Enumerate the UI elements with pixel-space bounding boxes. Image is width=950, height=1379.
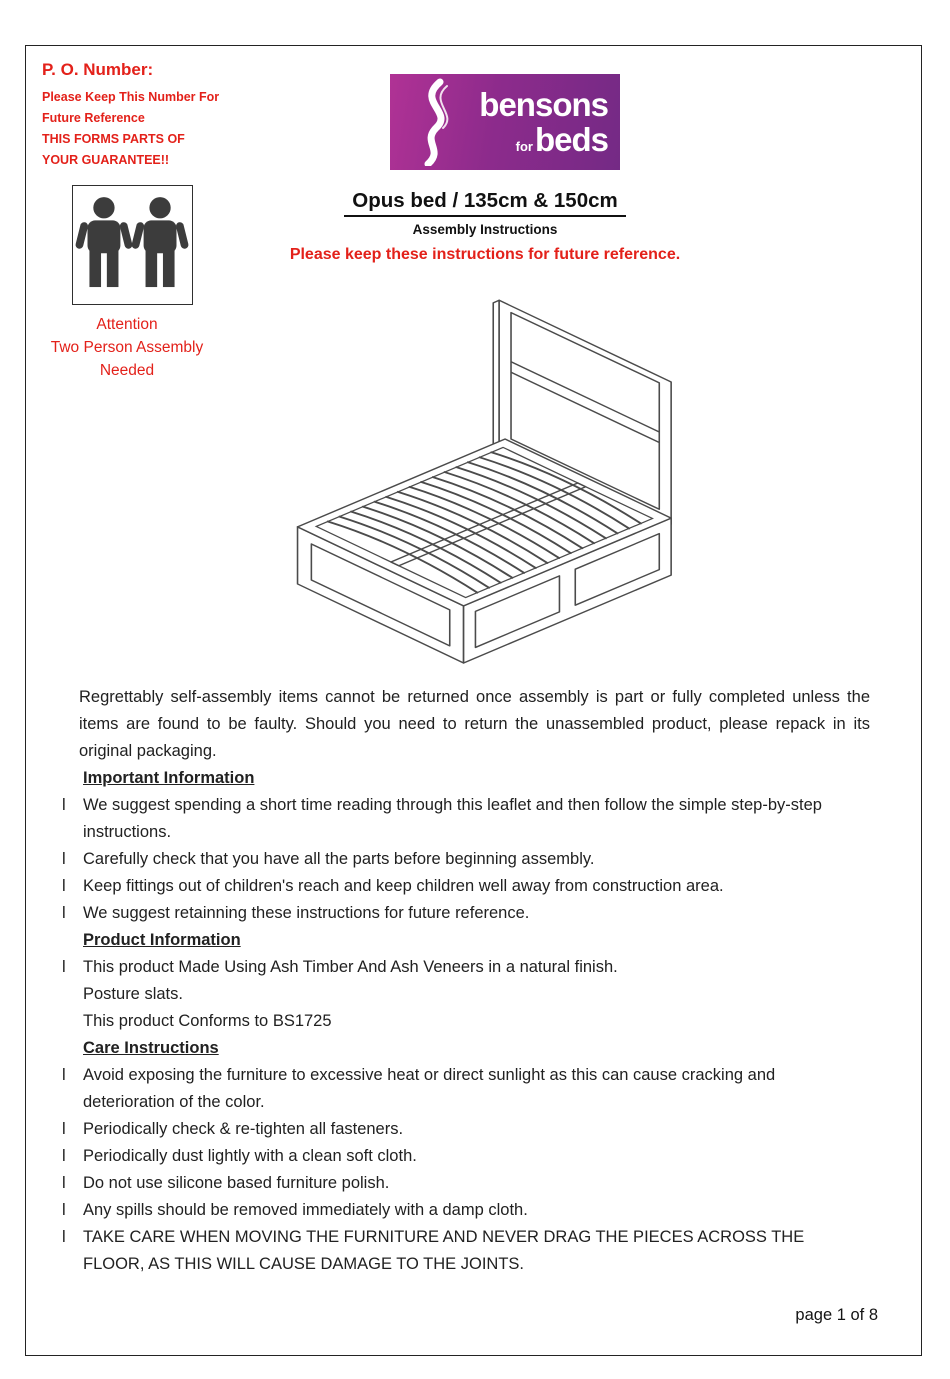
doc-subtitle: Assembly Instructions — [412, 222, 558, 237]
instruction-item — [62, 900, 870, 927]
title-block — [220, 189, 750, 264]
bed-illustration — [258, 288, 683, 670]
instruction-text: We suggest retainning these instructions for future reference. — [83, 904, 530, 922]
product-note-line: Posture slats. — [83, 985, 183, 1003]
po-note-line: Please Keep This Number For — [42, 90, 220, 104]
instruction-text: Any spills should be removed immediately with a damp cloth. — [83, 1201, 528, 1219]
bullet-marker: l — [62, 904, 66, 922]
instruction-text: Carefully check that you have all the parts before beginning assembly. — [83, 850, 595, 868]
brand-swoosh-icon — [400, 78, 462, 166]
instruction-text: Do not use silicone based furniture polish. — [83, 1174, 390, 1192]
bullet-marker: l — [62, 1120, 66, 1138]
po-number-block — [42, 60, 272, 171]
brand-name-bottom: beds — [534, 121, 608, 158]
instruction-item — [62, 873, 870, 900]
instruction-text: Avoid exposing the furniture to excessive heat or direct sunlight as this can cause cracking and deterioration of the color. — [83, 1066, 776, 1111]
intro-paragraph: Regrettably self-assembly items cannot be returned once assembly is part or fully completed unless the items are found to be faulty. Should you need to return the unassembled product, please repack in its original packaging. — [79, 688, 870, 760]
attention-line: Two Person Assembly — [50, 339, 204, 356]
two-person-assembly-box — [72, 185, 193, 305]
bullet-marker: l — [62, 877, 66, 895]
attention-note — [20, 313, 234, 382]
instruction-item — [62, 954, 870, 981]
instruction-text: TAKE CARE WHEN MOVING THE FURNITURE AND NEVER DRAG THE PIECES ACROSS THE FLOOR, AS THIS WILL CAUSE DAMAGE TO THE JOINTS. — [83, 1228, 805, 1273]
instruction-item — [62, 792, 870, 846]
section-heading-product: Product Information — [83, 931, 241, 949]
bullet-marker: l — [62, 796, 66, 814]
instruction-item — [62, 1116, 870, 1143]
bullet-marker: l — [62, 1174, 66, 1192]
product-note-line: This product Conforms to BS1725 — [83, 1012, 332, 1030]
bullet-marker: l — [62, 1066, 66, 1084]
instruction-text: We suggest spending a short time reading through this leaflet and then follow the simple step-by-step instructions. — [83, 796, 822, 841]
po-note-line: Future Reference — [42, 111, 145, 125]
two-person-assembly-icon — [73, 186, 191, 303]
instruction-text: Periodically check & re-tighten all fasteners. — [83, 1120, 404, 1138]
instruction-text: This product Made Using Ash Timber And Ash Veneers in a natural finish. — [83, 958, 618, 976]
bullet-marker: l — [62, 1147, 66, 1165]
instruction-item — [62, 1197, 870, 1224]
instruction-text: Keep fittings out of children's reach and keep children well away from construction area. — [83, 877, 724, 895]
instruction-text: Periodically dust lightly with a clean soft cloth. — [83, 1147, 417, 1165]
brand-wordmark — [479, 88, 608, 156]
keep-instructions-note: Please keep these instructions for future reference. — [289, 246, 681, 263]
po-note-line: YOUR GUARANTEE!! — [42, 153, 170, 167]
instruction-item — [62, 846, 870, 873]
doc-title: Opus bed / 135cm & 150cm — [344, 189, 625, 217]
bullet-marker: l — [62, 850, 66, 868]
headboard-side — [493, 300, 499, 445]
brand-for: for — [515, 139, 533, 154]
section-heading-important: Important Information — [83, 769, 255, 787]
po-number-heading: P. O. Number: — [42, 60, 154, 79]
bullet-marker: l — [62, 1228, 66, 1246]
instruction-item — [62, 1062, 870, 1116]
po-note-line: THIS FORMS PARTS OF — [42, 132, 185, 146]
bullet-marker: l — [62, 958, 66, 976]
page-number: page 1 of 8 — [795, 1306, 878, 1324]
attention-line: Needed — [99, 362, 155, 379]
instruction-item — [62, 1224, 870, 1278]
brand-name-top: bensons — [479, 86, 608, 123]
instructions-body — [62, 684, 870, 1278]
instruction-item — [62, 1143, 870, 1170]
instruction-item — [62, 1170, 870, 1197]
section-heading-care: Care Instructions — [83, 1039, 219, 1057]
brand-logo — [390, 74, 620, 170]
attention-line: Attention — [96, 316, 158, 333]
bullet-marker: l — [62, 1201, 66, 1219]
